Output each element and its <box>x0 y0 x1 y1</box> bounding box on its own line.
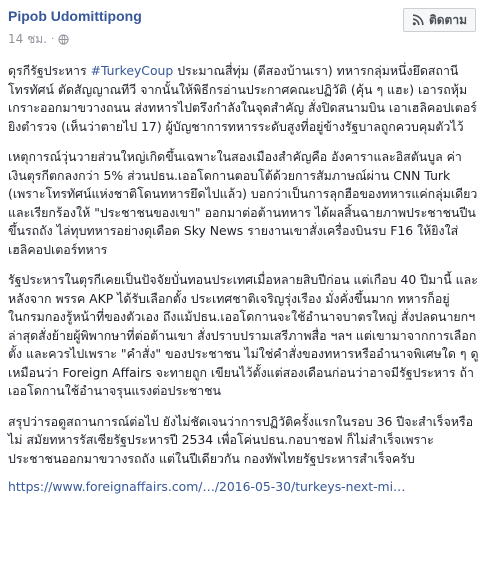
post-paragraph <box>8 62 480 136</box>
author-name[interactable]: Pipob Udomittipong <box>8 8 142 24</box>
hashtag-link[interactable]: #TurkeyCoup <box>90 63 174 78</box>
meta-separator: · <box>50 34 55 45</box>
post-paragraph: สรุปว่ารอดูสถานการณ์ต่อไป ยังไม่ชัดเจนว่าการปฏิวัติครั้งแรกในรอบ 36 ปีจะสำเร็จหรือไม่ สมัยทหารรัสเซียรัฐประหารปี 2534 เพื่อโค่นปธน.กอบาชอฟ ก็ไม่สำเร็จเพราะประชาชนออกมาขวางรถถัง แต่ในปีเดียวกัน กองทัพไทยรัฐประหารสำเร็จครับ <box>8 413 474 466</box>
post-meta <box>8 30 69 49</box>
paragraph-text: ดุรกีรัฐประหาร <box>8 63 91 78</box>
post-body <box>8 62 480 497</box>
post-paragraph: เหตุการณ์วุ่นวายส่วนใหญ่เกิดขึ้นเฉพาะในสองเมืองสำคัญคือ อังคาราและอิสตันบูล ค่าเงินตุรกีตกลงกว่า 5% ส่วนปธน.เออโดกานตอบโต้ด้วยการสัมภาษณ์ผ่าน CNN Turk (เพราะโทรทัศน์แห่งชาติโดนทหารยึดไปแล้ว) บอกว่าเป็นการลุกฮือของทหารแค่กลุ่มเดียว และเรียกร้องให้ "ประชาชนของเขา" ออกมาต่อต้านทหาร ได้ผลสิ้นฉายภาพประชาชนปีนขึ้นรถถัง ไล่ทุบทหารอย่างดุเดือด Sky News รายงานเขาสั่งเครื่องบินรบ F16 ให้ยิงใส่เฮลิคอปเตอร์ทหาร <box>8 149 478 257</box>
post-timestamp[interactable]: 14 ชม. <box>8 32 47 46</box>
post-header <box>8 8 478 48</box>
globe-icon[interactable] <box>58 34 69 45</box>
rss-icon <box>412 14 424 26</box>
follow-label: ติดตาม <box>428 12 467 27</box>
paragraph-text: ประมาณสี่ทุ่ม (ตีสองบ้านเรา) ทหารกลุ่มหนึ่งยึดสถานีโทรทัศน์ ตัดสัญญาณทีวี จากนั้นให้พิธีกรอ่านประกาศคณะปฏิวัติ (คุ้น ๆ แฮะ) เอารถหุ้มเกราะออกมาขวางถนน ส่งทหารไปตรึงกำลังในจุดสำคัญ สั่งปิดสนามบิน เอาเฮลิคอปเตอร์ยิงตำรวจ (เห็นว่าตายไป 17) ผู้บัญชาการทหารระดับสูงที่อยู่ข้างรัฐบาลถูกควบคุมตัวไว้ <box>8 63 477 134</box>
post-paragraph: รัฐประหารในตุรกีเคยเป็นปัจจัยบั่นทอนประเทศเมื่อหลายสิบปีก่อน แต่เกือบ 40 ปีมานี้ และหลังจาก พรรค AKP ได้รับเลือกตั้ง ประเทศชาติเจริญรุ่งเรือง มั่งคั่งขึ้นมาก ทหารก็อยู่ในกรมกองรู้หน้าที่ของตัวเอง ถึงแม้ปธน.เออโดกานจะใช้อำนาจบาตรใหญ่ สั่งปลดนายกฯ ล่าสุดสั่งย้ายผู้พิพากษาที่ต่อต้านเขา สั่งปราบปรามเสรีภาพสื่อ ฯลฯ แต่เขามาจากการเลือกตั้ง และควรไปเพราะ "คำสั่ง" ของประชาชน ไม่ใช่คำสั่งของทหารหรืออำนาจพิเศษใด ๆ ดูเหมือนว่า Foreign Affairs จะทายถูก เขียนไว้ตั้งแต่สองเดือนก่อนว่าอาจมีรัฐประหาร ถ้าเออโดกานใช้อำนาจรุนแรงต่อประชาชน <box>8 272 479 398</box>
follow-button[interactable] <box>403 8 476 32</box>
external-link[interactable]: https://www.foreignaffairs.com/…/2016-05-30/turkeys-next-mi… <box>8 479 406 494</box>
